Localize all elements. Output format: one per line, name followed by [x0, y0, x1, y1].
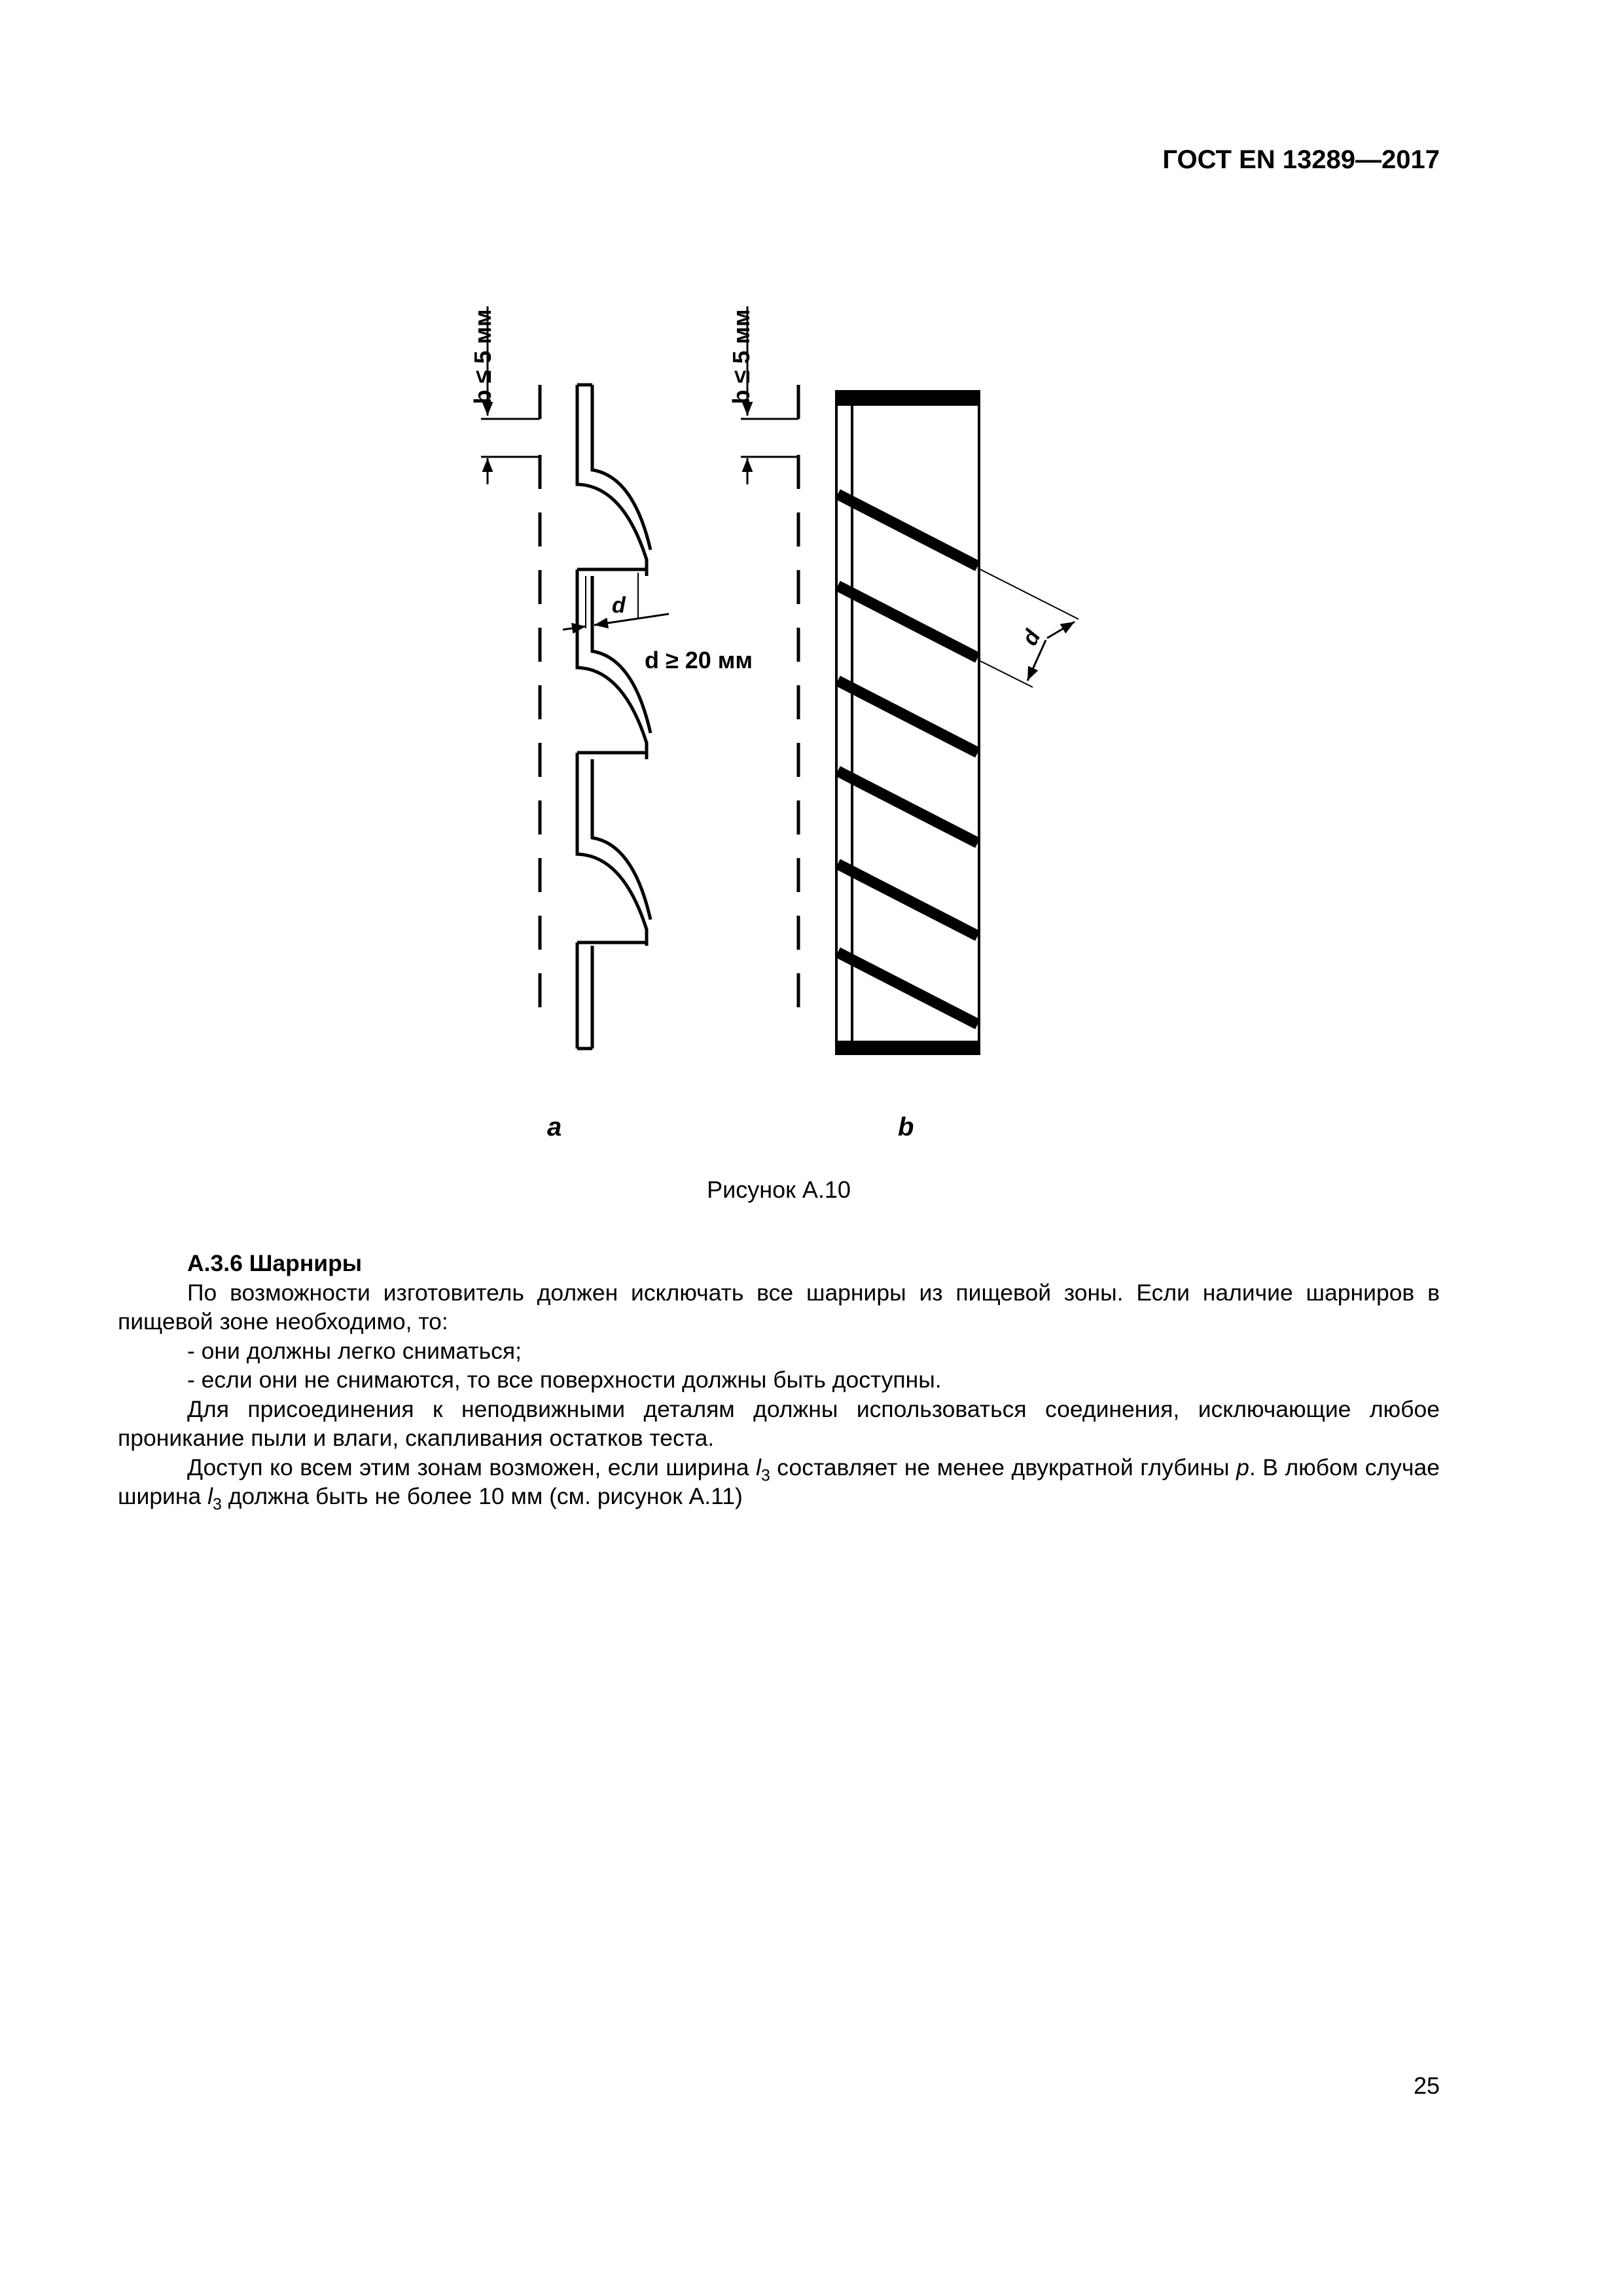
paragraph-3: [118, 1453, 1440, 1514]
dim-d-short-label: d: [612, 593, 626, 618]
list-item-2: - если они не снимаются, то все поверхности должны быть доступны.: [187, 1367, 942, 1393]
p3-text-a: Доступ ко всем этим зонам возможен, если ширина: [187, 1454, 757, 1480]
figure-caption: Рисунок А.10: [707, 1176, 851, 1203]
p3-text-b: составляет не менее двукратной глубины: [770, 1454, 1237, 1480]
paragraph-2: Для присоединения к неподвижными деталям должны использоваться соединения, исключающие любое проникание пыли и влаги, скапливания остатков теста.: [118, 1395, 1440, 1451]
d-dimension-arrow: [594, 614, 669, 625]
drawing-a: [481, 306, 669, 1049]
dim-d-b-label: d: [1017, 626, 1046, 650]
dim-b-label-a: b ≤ 5 мм: [469, 309, 496, 404]
dim-b-label-b: b ≤ 5 мм: [728, 309, 755, 404]
symbol-l-subscript: 3: [760, 1467, 770, 1485]
subfigure-label-b: b: [898, 1113, 914, 1141]
document-header: ГОСТ EN 13289—2017: [1162, 145, 1440, 174]
symbol-l-2: l: [207, 1483, 213, 1509]
section-a36: [118, 1249, 1440, 1514]
profile-inner: [592, 385, 651, 1049]
profile-outer: [577, 385, 647, 1049]
paragraph-1: По возможности изготовитель должен исключать все шарниры из пищевой зоны. Если наличие шарниров в пищевой зоне необходимо, то:: [118, 1279, 1440, 1335]
subfigure-label-a: a: [547, 1113, 562, 1141]
dim-d-note: d ≥ 20 мм: [645, 647, 753, 673]
symbol-l: l: [756, 1454, 761, 1480]
drawing-b: [741, 306, 1079, 1055]
p3-text-d: должна быть не более 10 мм (см. рисунок А.11): [221, 1483, 743, 1509]
list-item-1: - они должны легко сниматься;: [187, 1337, 522, 1364]
page-number: 25: [1413, 2072, 1440, 2099]
symbol-p: p: [1236, 1454, 1249, 1480]
symbol-l-subscript-2: 3: [213, 1496, 222, 1514]
section-title: А.3.6 Шарниры: [187, 1250, 363, 1276]
diagonal-bars: [838, 494, 978, 1024]
p3-text-c: . В любом случае ширина: [118, 1454, 1440, 1509]
